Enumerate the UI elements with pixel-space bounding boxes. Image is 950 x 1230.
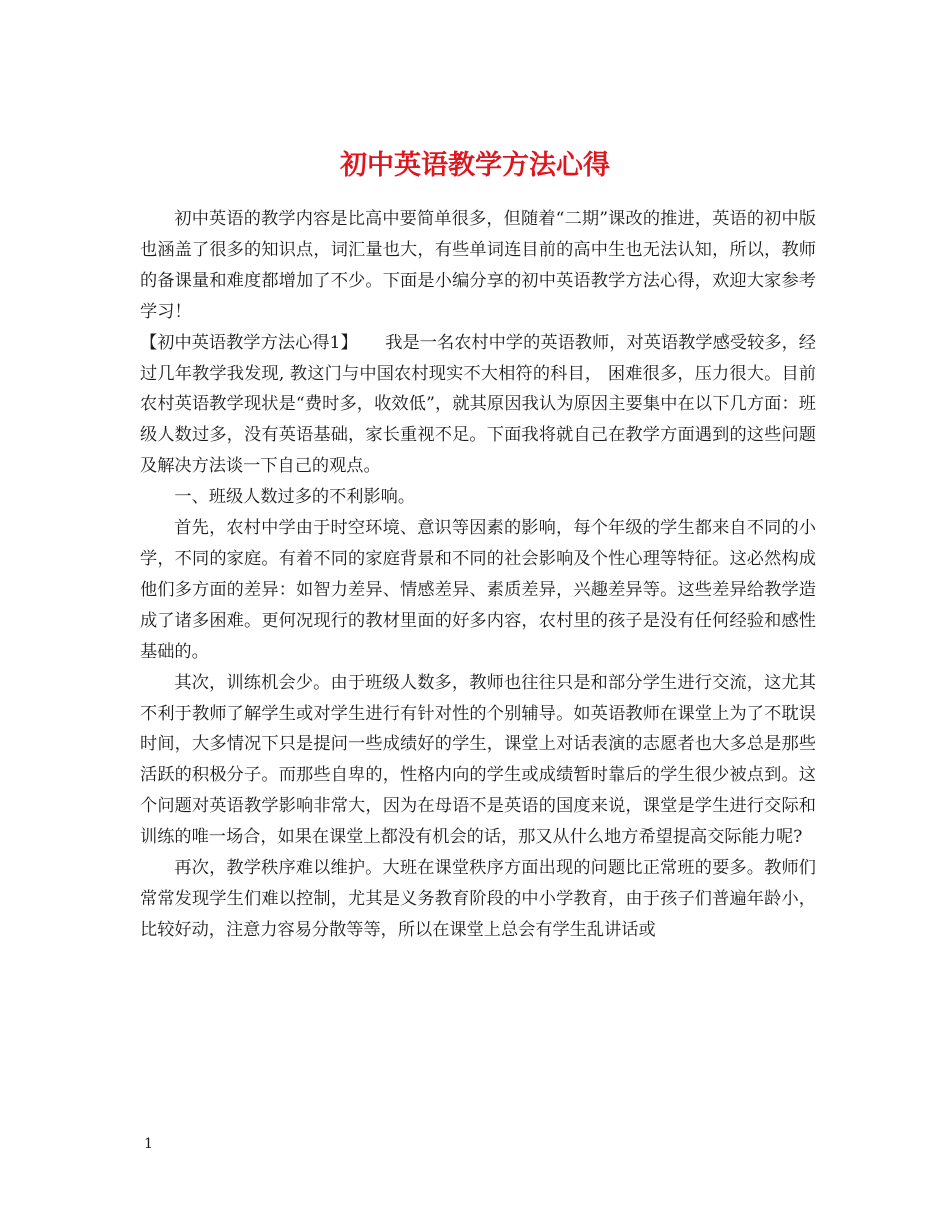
page-number: 1	[144, 1136, 153, 1152]
heading-1: 一、班级人数过多的不利影响。	[174, 487, 416, 508]
section-1-text: 我是一名农村中学的英语教师，对英语教学感受较多，经过几年教学我发现, 教这门与中国农村现实不大相符的科目， 困难很多，压力很大。目前农村英语教学现状是“费时多，收效低”，就其原因我认为原因主要集中在以下几方面：班级人数过多，没有英语基础，家长重视不足。下面我将就自己在教学方面遇到的这些问题及解决方法谈一下自己的观点。	[140, 332, 816, 477]
document-title: 初中英语教学方法心得	[340, 150, 610, 182]
section-1-paragraph	[140, 328, 816, 483]
paragraph-1: 首先，农村中学由于时空环境、意识等因素的影响，每个年级的学生都来自不同的小学，不同的家庭。有着不同的家庭背景和不同的社会影响及个性心理等特征。这必然构成他们多方面的差异：如智力差异、情感差异、素质差异，兴趣差异等。这些差异给教学造成了诸多困难。更何况现行的教材里面的好多内容，农村里的孩子是没有任何经验和感性基础的。	[140, 518, 816, 662]
document-body	[140, 204, 816, 946]
paragraph-2: 其次，训练机会少。由于班级人数多，教师也往往只是和部分学生进行交流，这尤其不利于教师了解学生或对学生进行有针对性的个别辅导。如英语教师在课堂上为了不耽误时间，大多情况下只是提问一些成绩好的学生，课堂上对话表演的志愿者也大多总是那些活跃的积极分子。而那些自卑的，性格内向的学生或成绩暂时靠后的学生很少被点到。这个问题对英语教学影响非常大，因为在母语不是英语的国度来说，课堂是学生进行交际和训练的唯一场合，如果在课堂上都没有机会的话，那又从什么地方希望提高交际能力呢?	[140, 672, 816, 848]
paragraph-3: 再次，教学秩序难以维护。大班在课堂秩序方面出现的问题比正常班的要多。教师们常常发现学生们难以控制，尤其是义务教育阶段的中小学教育，由于孩子们普遍年龄小，比较好动，注意力容易分散等等，所以在课堂上总会有学生乱讲话或	[140, 858, 816, 940]
intro-paragraph: 初中英语的教学内容是比高中要简单很多，但随着“二期”课改的推进，英语的初中版也涵盖了很多的知识点，词汇量也大，有些单词连目前的高中生也无法认知，所以，教师的备课量和难度都增加了不少。下面是小编分享的初中英语教学方法心得，欢迎大家参考学习！	[140, 209, 816, 322]
section-1-label: 【初中英语教学方法心得1】	[140, 332, 358, 353]
